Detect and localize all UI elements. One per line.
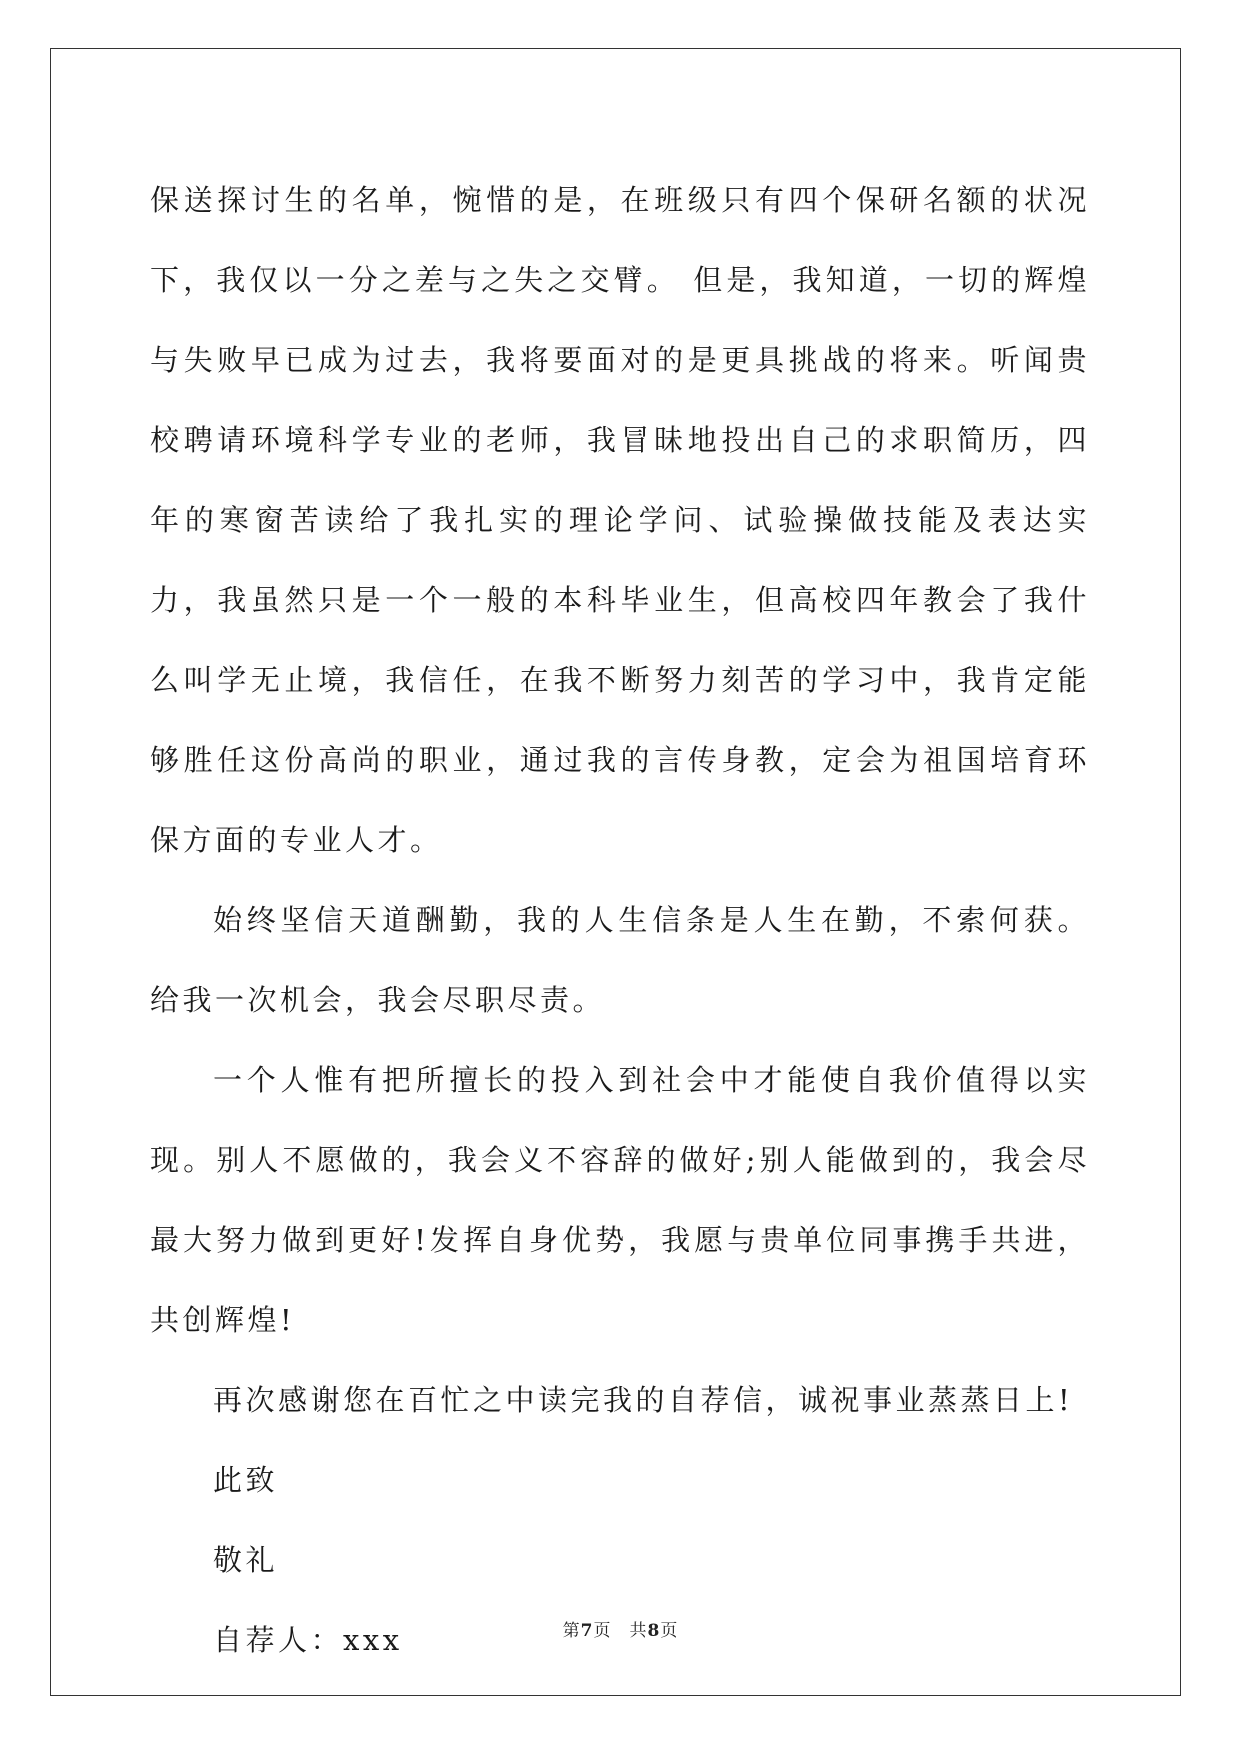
page-suffix: 页 (593, 1621, 612, 1641)
page-footer (0, 1616, 1241, 1641)
signature: 自荐人：xxx (213, 1623, 403, 1657)
total-prefix: 共 (629, 1621, 648, 1641)
total-suffix: 页 (660, 1621, 679, 1641)
page-total: 8 (647, 1621, 661, 1641)
closing-regards: 敬礼 (213, 1543, 279, 1577)
paragraph-belief: 始终坚信天道酬勤，我的人生信条是人生在勤，不索何获。给我一次机会，我会尽职尽责。 (150, 903, 1090, 1017)
page-prefix: 第 (562, 1621, 581, 1641)
paragraph-thanks: 再次感谢您在百忙之中读完我的自荐信，诚祝事业蒸蒸日上! (213, 1383, 1074, 1417)
page-current: 7 (580, 1621, 594, 1641)
paragraph-continuation: 保送探讨生的名单，惋惜的是，在班级只有四个保研名额的状况下，我仅以一分之差与之失之交臂。 但是，我知道，一切的辉煌与失败早已成为过去，我将要面对的是更具挑战的将来。听闻贵校聘请环境科学专业的老师，我冒昧地投出自己的求职简历，四年的寒窗苦读给了我扎实的理论学问、试验操做技能及表达实力，我虽然只是一个一般的本科毕业生，但高校四年教会了我什么叫学无止境，我信任，在我不断努力刻苦的学习中，我肯定能够胜任这份高尚的职业，通过我的言传身教，定会为祖国培育环保方面的专业人才。 (150, 183, 1090, 857)
closing-salutation: 此致 (213, 1463, 279, 1497)
paragraph-self-value: 一个人惟有把所擅长的投入到社会中才能使自我价值得以实现。别人不愿做的，我会义不容辞的做好;别人能做到的，我会尽最大努力做到更好!发挥自身优势，我愿与贵单位同事携手共进，共创辉煌! (150, 1063, 1090, 1337)
letter-body (150, 160, 1090, 1680)
